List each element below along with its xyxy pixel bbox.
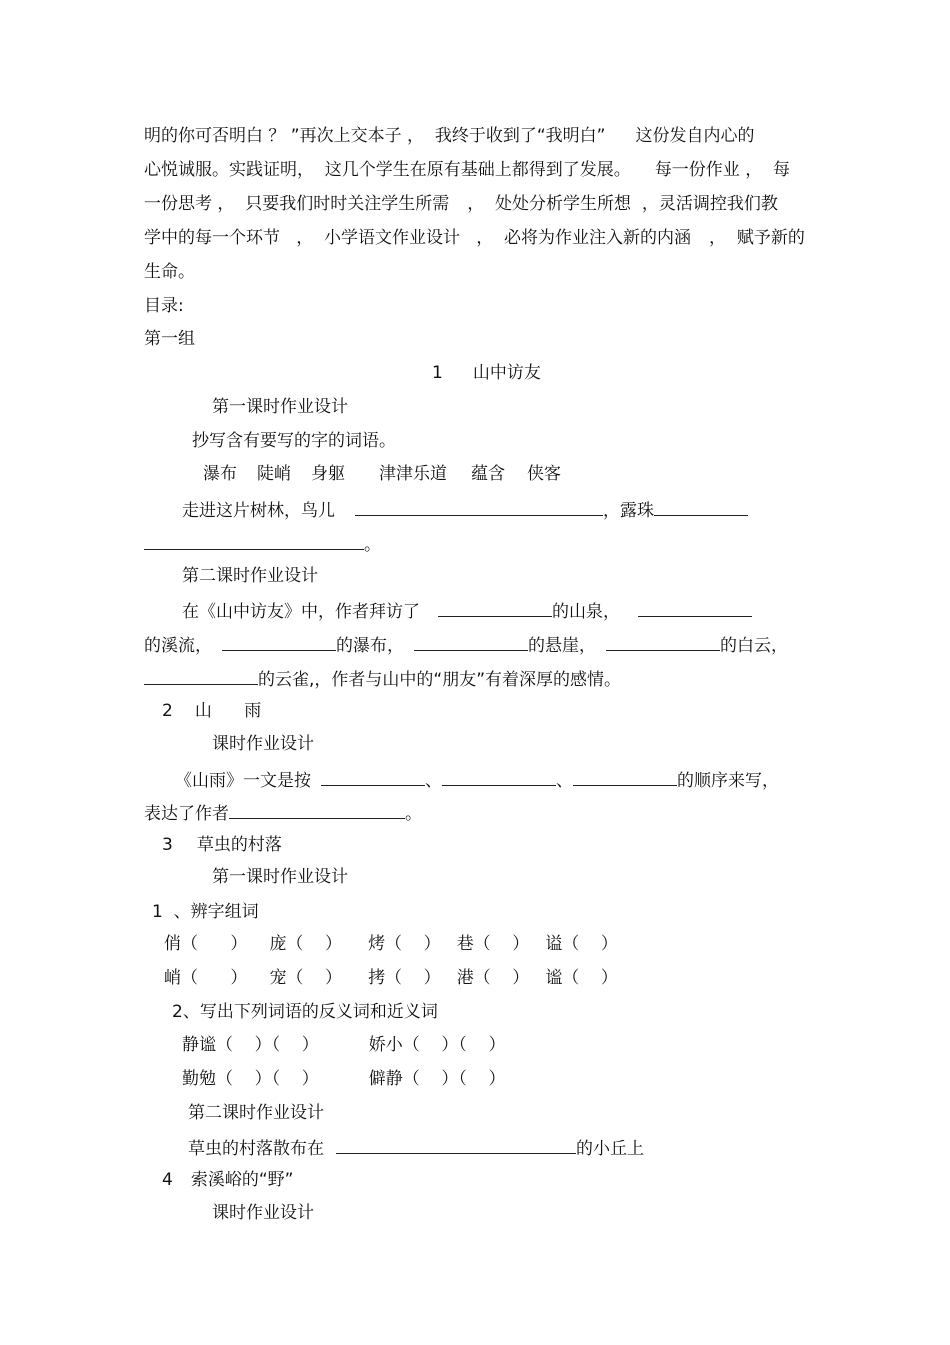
lesson-title: 山 雨 bbox=[194, 701, 262, 721]
prompt-text: 《山雨》一文是按 bbox=[175, 771, 311, 791]
lesson-1-session-1-heading: 第一课时作业设计 bbox=[212, 397, 348, 417]
fill-line-3 bbox=[175, 768, 779, 791]
intro-text: 每一份作业 ， 每 bbox=[654, 160, 791, 180]
intro-text: 一份思考 ， 只要我们时时关注学生所需 bbox=[144, 194, 450, 214]
fill-line-2 bbox=[182, 599, 752, 622]
intro-line-4 bbox=[144, 228, 805, 248]
word: 身躯 bbox=[311, 464, 345, 484]
char-item: 峭（ ） bbox=[164, 968, 248, 988]
lesson-title: 索溪峪的“野” bbox=[190, 1170, 294, 1190]
prompt-text: 的白云， bbox=[720, 636, 788, 656]
lesson-title: 山中访友 bbox=[472, 363, 541, 383]
answer-blank[interactable] bbox=[336, 1136, 576, 1154]
prompt-text: 表达了作者 bbox=[144, 804, 229, 824]
lesson-4-session-heading: 课时作业设计 bbox=[212, 1203, 314, 1223]
intro-text: 这份发自内心的 bbox=[635, 126, 755, 146]
intro-text: 明的你可否明白 ？ ”再次上交本子 ， 我终于收到了“我明白” bbox=[144, 126, 606, 146]
answer-blank[interactable] bbox=[638, 599, 752, 617]
char-row-2 bbox=[164, 968, 618, 988]
prompt-text: 的悬崖， bbox=[528, 636, 596, 656]
lesson-number: 1 bbox=[432, 363, 443, 383]
prompt-text: 的瀑布， bbox=[336, 636, 404, 656]
answer-blank[interactable] bbox=[438, 599, 552, 617]
answer-blank[interactable] bbox=[606, 633, 720, 651]
intro-text: ， 赋予新的 bbox=[709, 228, 805, 248]
prompt-text: 、 bbox=[425, 771, 442, 791]
intro-text: 心悦诚服。实践证明， 这几个学生在原有基础上都得到了发展。 bbox=[144, 160, 631, 180]
char-item: 烤（ ） bbox=[368, 934, 441, 954]
answer-blank[interactable] bbox=[573, 768, 677, 786]
answer-blank[interactable] bbox=[414, 633, 528, 651]
prompt-text: 草虫的村落散布在 bbox=[188, 1139, 324, 1159]
answer-blank[interactable] bbox=[222, 633, 336, 651]
char-item: 谥（ ） bbox=[545, 934, 618, 954]
answer-blank[interactable] bbox=[144, 532, 364, 550]
char-item: 俏（ ） bbox=[164, 934, 248, 954]
char-row-1 bbox=[164, 934, 618, 954]
lesson-3-session-1-heading: 第一课时作业设计 bbox=[212, 867, 348, 887]
fill-line-1-cont bbox=[144, 532, 381, 555]
char-item: 港（ ） bbox=[456, 968, 530, 988]
lesson-2-session-heading: 课时作业设计 bbox=[212, 734, 314, 754]
char-item: 庞（ ） bbox=[269, 934, 343, 954]
word: 侠客 bbox=[527, 464, 561, 484]
toc-label: 目录: bbox=[144, 296, 184, 316]
word-pair: 娇小（ ）（ ） bbox=[368, 1035, 506, 1055]
prompt-text: 。 bbox=[364, 535, 381, 555]
prompt-text: 走进这片树林，鸟儿 bbox=[182, 501, 335, 521]
word-pair: 僻静（ ）（ ） bbox=[368, 1069, 506, 1089]
lesson-number: 2 bbox=[162, 701, 173, 721]
group-heading: 第一组 bbox=[144, 329, 195, 349]
prompt-text: ，露珠 bbox=[603, 501, 654, 521]
lesson-1-heading bbox=[432, 363, 541, 383]
answer-blank[interactable] bbox=[321, 768, 425, 786]
fill-line-2-end bbox=[144, 667, 621, 690]
answer-blank[interactable] bbox=[229, 801, 405, 819]
word-pair-row-2 bbox=[182, 1069, 505, 1089]
intro-line-1 bbox=[144, 126, 754, 146]
prompt-text: 的云雀,，作者与山中的“朋友”有着深厚的感情。 bbox=[258, 670, 622, 690]
prompt-text: 的山泉， bbox=[552, 602, 620, 622]
prompt-text: 的顺序来写， bbox=[677, 771, 779, 791]
lesson-3-heading bbox=[162, 835, 282, 855]
lesson-4-heading bbox=[162, 1170, 293, 1190]
lesson-2-heading bbox=[162, 701, 261, 721]
word: 蕴含 bbox=[471, 464, 505, 484]
intro-line-3 bbox=[144, 194, 778, 214]
fill-line-4 bbox=[188, 1136, 644, 1159]
word-pair: 静谧（ ）（ ） bbox=[182, 1035, 319, 1055]
prompt-text: 、 bbox=[556, 771, 573, 791]
answer-blank[interactable] bbox=[144, 667, 258, 685]
answer-blank[interactable] bbox=[355, 498, 603, 516]
lesson-number: 3 bbox=[162, 835, 173, 855]
word: 津津乐道 bbox=[379, 464, 447, 484]
prompt-text: 在《山中访友》中，作者拜访了 bbox=[182, 602, 420, 622]
fill-line-1 bbox=[182, 498, 748, 521]
intro-line-2 bbox=[144, 160, 790, 180]
copy-instruction: 抄写含有要写的字的词语。 bbox=[192, 431, 396, 451]
char-item: 拷（ ） bbox=[368, 968, 441, 988]
char-item: 巷（ ） bbox=[456, 934, 530, 954]
char-item: 谧（ ） bbox=[545, 968, 618, 988]
intro-text: 学中的每一个环节 ， 小学语文作业设计 ， 必将为作业注入新的内涵 bbox=[144, 228, 692, 248]
question-1: 1 、辨字组词 bbox=[152, 902, 259, 922]
answer-blank[interactable] bbox=[654, 498, 748, 516]
word-list bbox=[203, 464, 561, 484]
fill-line-3-cont bbox=[144, 801, 422, 824]
prompt-text: 的溪流， bbox=[144, 636, 212, 656]
intro-line-5: 生命。 bbox=[144, 262, 195, 282]
word-pair: 勤勉（ ）（ ） bbox=[182, 1069, 319, 1089]
word: 陡峭 bbox=[257, 464, 291, 484]
word: 瀑布 bbox=[203, 464, 237, 484]
lesson-title: 草虫的村落 bbox=[196, 835, 282, 855]
lesson-number: 4 bbox=[162, 1170, 173, 1190]
answer-blank[interactable] bbox=[442, 768, 556, 786]
fill-line-2-cont bbox=[144, 633, 788, 656]
word-pair-row-1 bbox=[182, 1035, 505, 1055]
char-item: 宠（ ） bbox=[269, 968, 343, 988]
lesson-1-session-2-heading: 第二课时作业设计 bbox=[182, 566, 318, 586]
lesson-3-session-2-heading: 第二课时作业设计 bbox=[188, 1103, 324, 1123]
prompt-text: 的小丘上 bbox=[576, 1139, 644, 1159]
question-2: 2、写出下列词语的反义词和近义词 bbox=[172, 1002, 438, 1022]
intro-text: ， 处处分析学生所想 ，灵活调控我们教 bbox=[467, 194, 778, 214]
prompt-text: 。 bbox=[405, 804, 422, 824]
